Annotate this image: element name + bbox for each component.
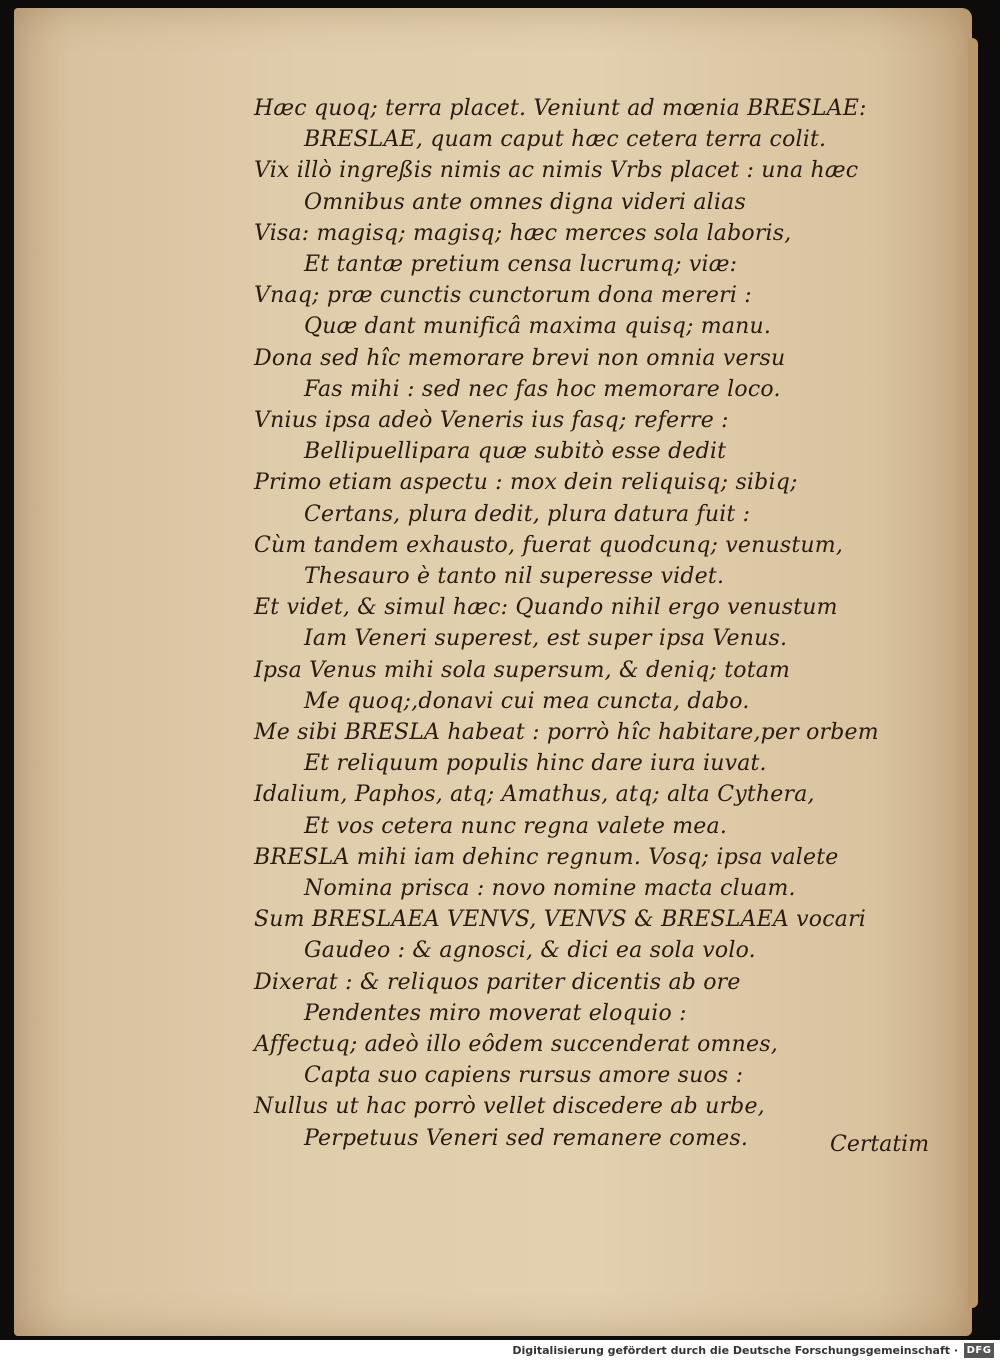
verse-line: Dixerat : & reliquos pariter dicentis ab ore [254, 969, 741, 995]
verse-line: Iam Veneri superest, est super ipsa Venus. [304, 626, 788, 652]
verse-line: Nomina prisca : novo nomine macta cluam. [304, 876, 796, 901]
footer-bar [0, 1340, 1000, 1362]
verse-line: Thesauro è tanto nil superesse videt. [304, 564, 725, 589]
verse-line: Vix illò ingreßis nimis ac nimis Vrbs placet : una hæc [254, 158, 859, 184]
verse-line: Et videt, & simul hæc: Quando nihil ergo venustum [254, 595, 838, 621]
book-page [14, 8, 972, 1336]
verse-line: Primo etiam aspectu : mox dein reliquisq; sibiq; [254, 470, 798, 496]
verse-line: Idalium, Paphos, atq; Amathus, atq; alta Cythera, [254, 782, 815, 808]
verse-block [14, 8, 972, 1336]
verse-line: Hæc quoq; terra placet. Veniunt ad mœnia BRESLAE: [254, 96, 867, 121]
funding-credit: Digitalisierung gefördert durch die Deutsche Forschungsgemeinschaft · [512, 1344, 958, 1357]
verse-line: Et vos cetera nunc regna valete mea. [304, 813, 728, 839]
verse-line: Visa: magisq; magisq; hæc merces sola laboris, [254, 220, 792, 246]
verse-line: Capta suo capiens rursus amore suos : [304, 1063, 744, 1089]
verse-line: Et reliquum populis hinc dare iura iuvat. [304, 751, 767, 777]
verse-line: Fas mihi : sed nec fas hoc memorare loco. [304, 376, 781, 402]
verse-line: Quæ dant munificâ maxima quisq; manu. [304, 314, 772, 340]
verse-line: Affectuq; adeò illo eôdem succenderat omnes, [254, 1032, 778, 1057]
verse-line: Nullus ut hac porrò vellet discedere ab urbe, [254, 1094, 765, 1120]
verse-line: Gaudeo : & agnosci, & dici ea sola volo. [304, 938, 756, 964]
verse-line: Ipsa Venus mihi sola supersum, & deniq; totam [254, 657, 791, 683]
verse-line: Bellipuellipara quæ subitò esse dedit [304, 439, 727, 465]
verse-line: BRESLAE, quam caput hæc cetera terra colit. [304, 127, 827, 153]
verse-line: Certans, plura dedit, plura datura fuit : [304, 501, 751, 527]
verse-line: Omnibus ante omnes digna videri alias [304, 189, 746, 215]
verse-line: Vnaq; præ cunctis cunctorum dona mereri : [254, 283, 752, 309]
verse-line: Sum BRESLAEA VENVS, VENVS & BRESLAEA vocari [254, 907, 867, 933]
verse-line: Et tantæ pretium censa lucrumq; viæ: [304, 252, 738, 277]
verse-line: Perpetuus Veneri sed remanere comes. [304, 1125, 749, 1151]
dfg-logo: DFG [964, 1343, 994, 1358]
verse-line: Pendentes miro moverat eloquio : [304, 1000, 687, 1026]
verse-line: Vnius ipsa adeò Veneris ius fasq; referre : [254, 408, 729, 433]
verse-line: Me quoq;,donavi cui mea cuncta, dabo. [304, 688, 750, 714]
verse-line: Me sibi BRESLA habeat : porrò hîc habitare,per orbem [254, 720, 879, 745]
verse-line: Dona sed hîc memorare brevi non omnia versu [254, 345, 786, 371]
verse-line: Cùm tandem exhausto, fuerat quodcunq; venustum, [254, 532, 844, 558]
verse-line: BRESLA mihi iam dehinc regnum. Vosq; ipsa valete [254, 844, 839, 870]
catchword: Certatim [830, 1132, 930, 1157]
